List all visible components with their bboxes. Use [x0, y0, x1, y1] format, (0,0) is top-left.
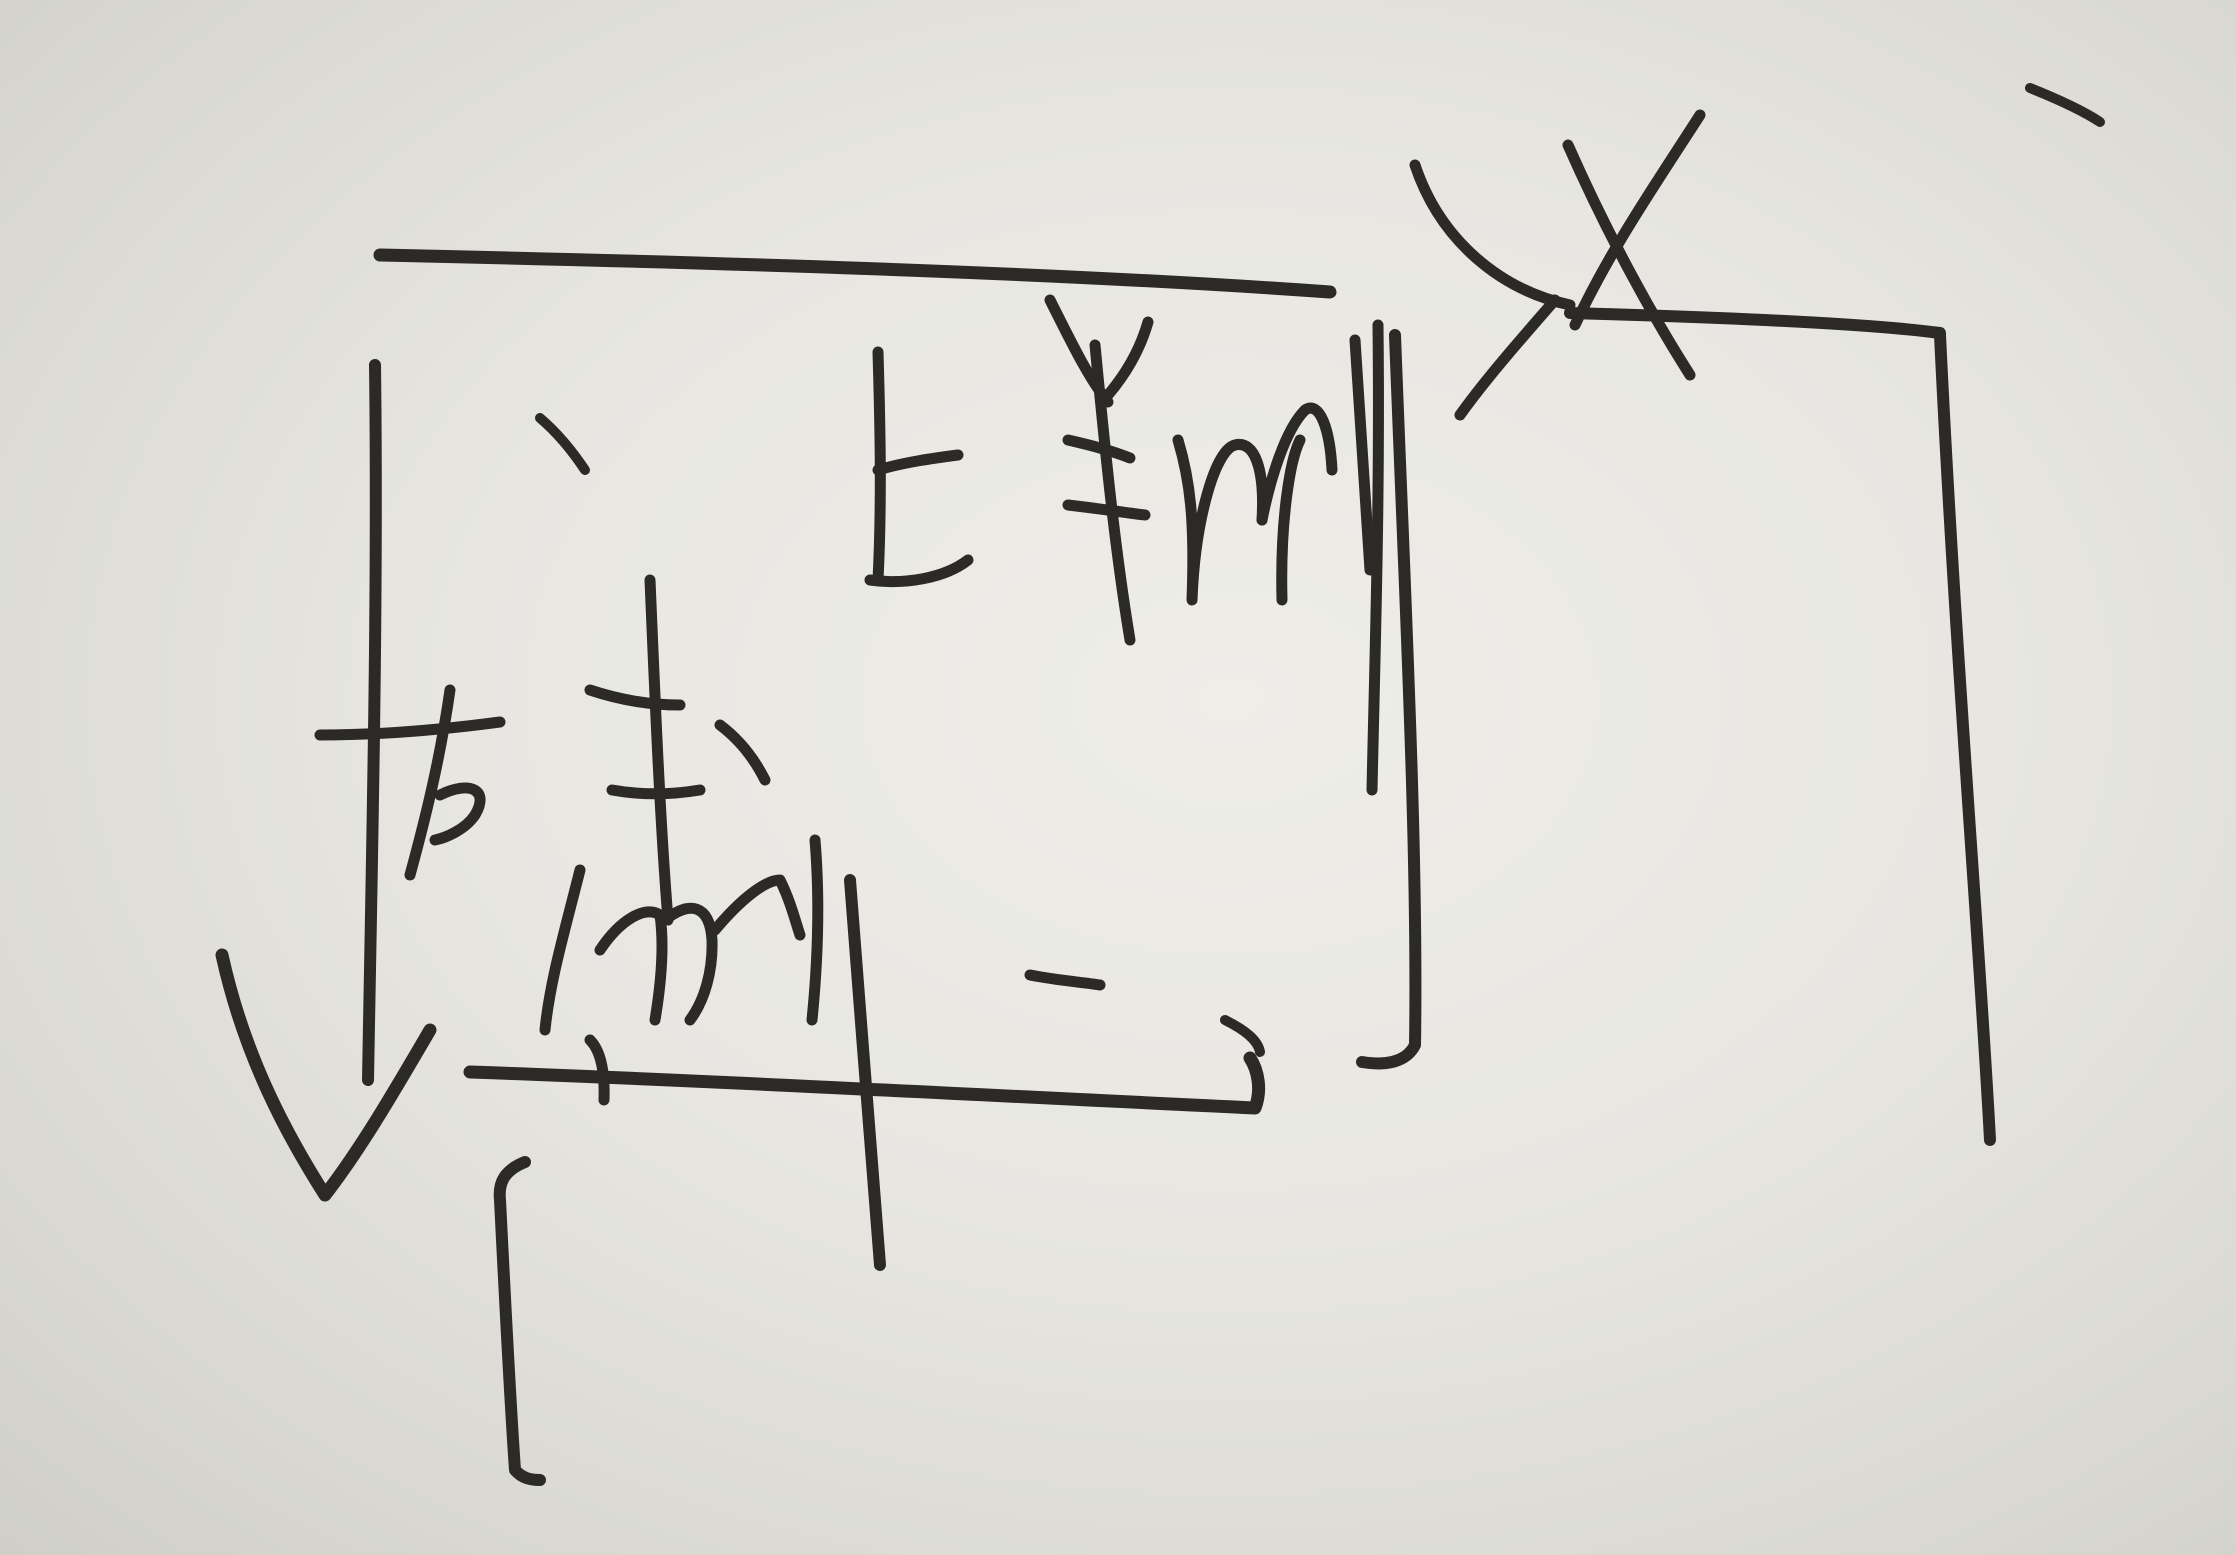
down-arrow-hook: [222, 955, 430, 1195]
inner-rect-top-edge: [380, 255, 1330, 292]
x-mark-stroke-1: [1568, 145, 1690, 375]
bracket-mark-bottom: [500, 1162, 540, 1480]
corner-arc-mark: [1415, 165, 1570, 305]
vertical-stroke-bottom: [850, 880, 880, 1265]
corner-slash-mark: [1460, 300, 1555, 415]
tick-mark-upper-left: [540, 418, 585, 470]
outer-rect-right-edge: [1940, 335, 1990, 1140]
small-hook-bottom-right: [1225, 1020, 1260, 1052]
handwritten-left-label-strokes: [320, 580, 818, 1100]
handwritten-top-label-strokes: [870, 300, 1370, 640]
tick-mark-top-right: [2030, 88, 2100, 122]
small-dash-bottom: [1030, 975, 1100, 985]
outer-rect-top-edge: [1570, 313, 1940, 333]
inner-rect-left-edge: [368, 365, 376, 1080]
